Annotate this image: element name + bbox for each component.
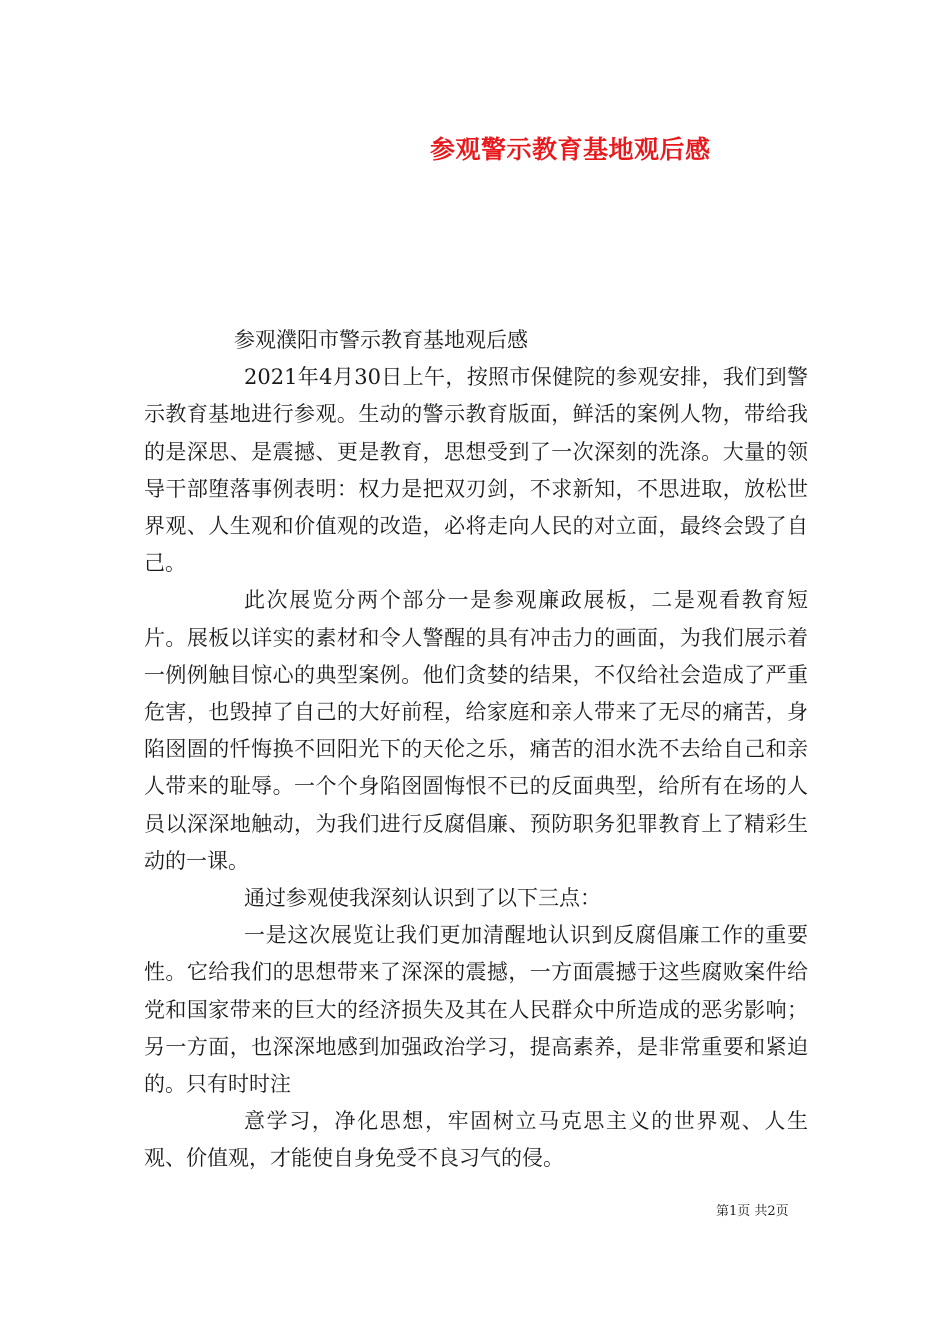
paragraph-4: 一是这次展览让我们更加清醒地认识到反腐倡廉工作的重要性。它给我们的思想带来了深深的震撼，一方面震撼于这些腐败案件给党和国家带来的巨大的经济损失及其在人民群众中所造成的恶劣影响；另一方面，也深深地感到加强政治学习，提高素养，是非常重要和紧迫的。只有时时注 [144, 923, 808, 1097]
paragraph-1: 2021年4月30日上午，按照市保健院的参观安排，我们到警示教育基地进行参观。生动的警示教育版面，鲜活的案例人物，带给我的是深思、是震撼、更是教育，思想受到了一次深刻的洗涤。大量的领导干部堕落事例表明：权力是把双刃剑，不求新知，不思进取，放松世界观、人生观和价值观的改造，必将走向人民的对立面，最终会毁了自己。 [144, 365, 808, 576]
document-body [144, 322, 808, 1178]
paragraph-3: 通过参观使我深刻认识到了以下三点： [244, 886, 601, 911]
document-title: 参观警示教育基地观后感 [430, 135, 711, 164]
paragraph-5: 意学习，净化思想，牢固树立马克思主义的世界观、人生观、价值观，才能使自身免受不良习气的侵。 [144, 1109, 808, 1171]
paragraph-2: 此次展览分两个部分一是参观廉政展板，二是观看教育短片。展板以详实的素材和令人警醒的具有冲击力的画面，为我们展示着一例例触目惊心的典型案例。他们贪婪的结果，不仅给社会造成了严重危害，也毁掉了自己的大好前程，给家庭和亲人带来了无尽的痛苦，身陷囹圄的忏悔换不回阳光下的天伦之乐，痛苦的泪水洗不去给自己和亲人带来的耻辱。一个个身陷囹圄悔恨不已的反面典型，给所有在场的人员以深深地触动，为我们进行反腐倡廉、预防职务犯罪教育上了精彩生动的一课。 [144, 588, 808, 873]
title-container [430, 132, 730, 168]
page-footer: 第1页 共2页 [716, 1204, 789, 1219]
document-subtitle: 参观濮阳市警示教育基地观后感 [234, 328, 528, 352]
